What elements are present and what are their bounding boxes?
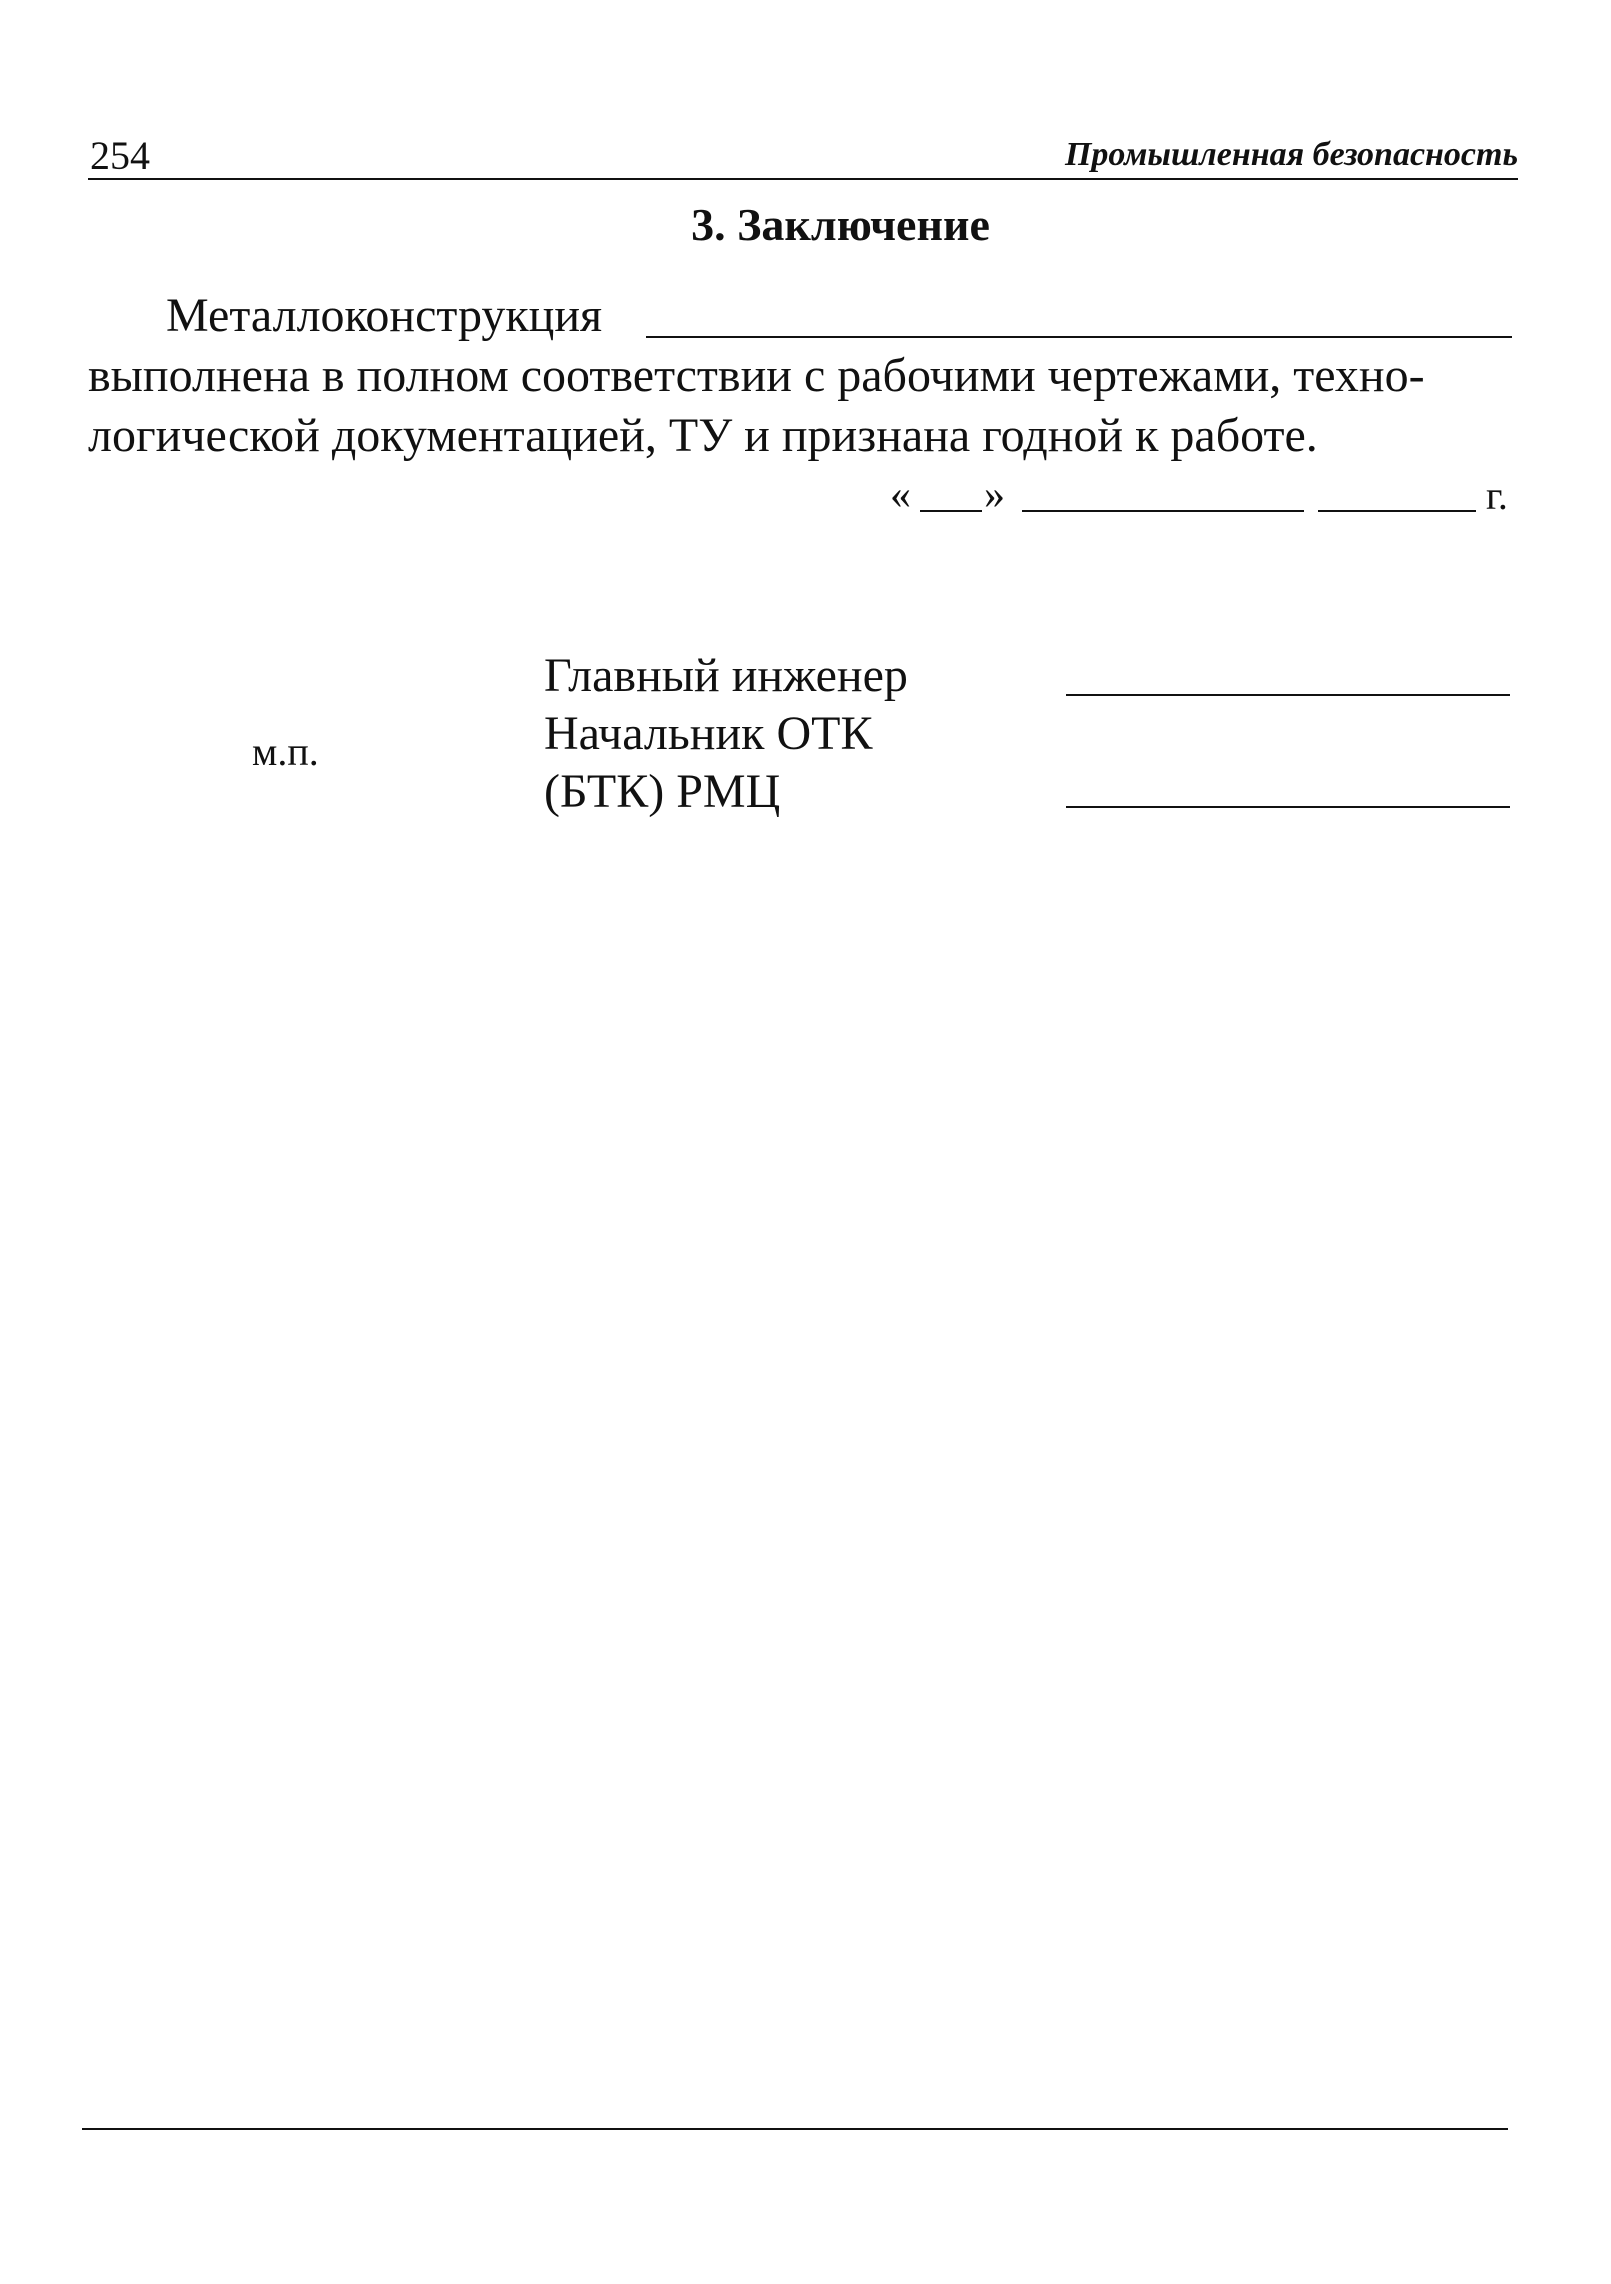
object-name-blank[interactable] [646,336,1512,338]
running-header [88,118,1518,180]
conclusion-line-2: выполнена в полном соответствии с рабочими чертежами, техно- [88,349,1425,402]
section-heading: 3. Заключение [691,199,990,250]
signature-line-chief-engineer[interactable] [1066,694,1510,696]
signatory-qc-head: Начальник ОТК [544,707,873,760]
signatory-qc-department: (БТК) РМЦ [544,765,781,818]
footer-rule [82,2128,1508,2130]
date-year-suffix: г. [1486,473,1508,518]
date-month-blank[interactable] [1022,510,1304,512]
signature-line-qc-head[interactable] [1066,806,1510,808]
conclusion-line-1: Металлоконструкция [166,289,603,342]
date-close-quote: » [984,472,1005,518]
date-day-blank[interactable] [920,510,982,512]
page-number: 254 [90,133,150,178]
stamp-label: м.п. [252,729,319,774]
conclusion-line-3: логической документацией, ТУ и признана годной к работе. [88,409,1318,462]
date-open-quote: « [890,472,911,518]
date-year-blank[interactable] [1318,510,1476,512]
running-title: Промышленная безопасность [1064,136,1518,173]
signatory-chief-engineer: Главный инженер [544,649,908,702]
